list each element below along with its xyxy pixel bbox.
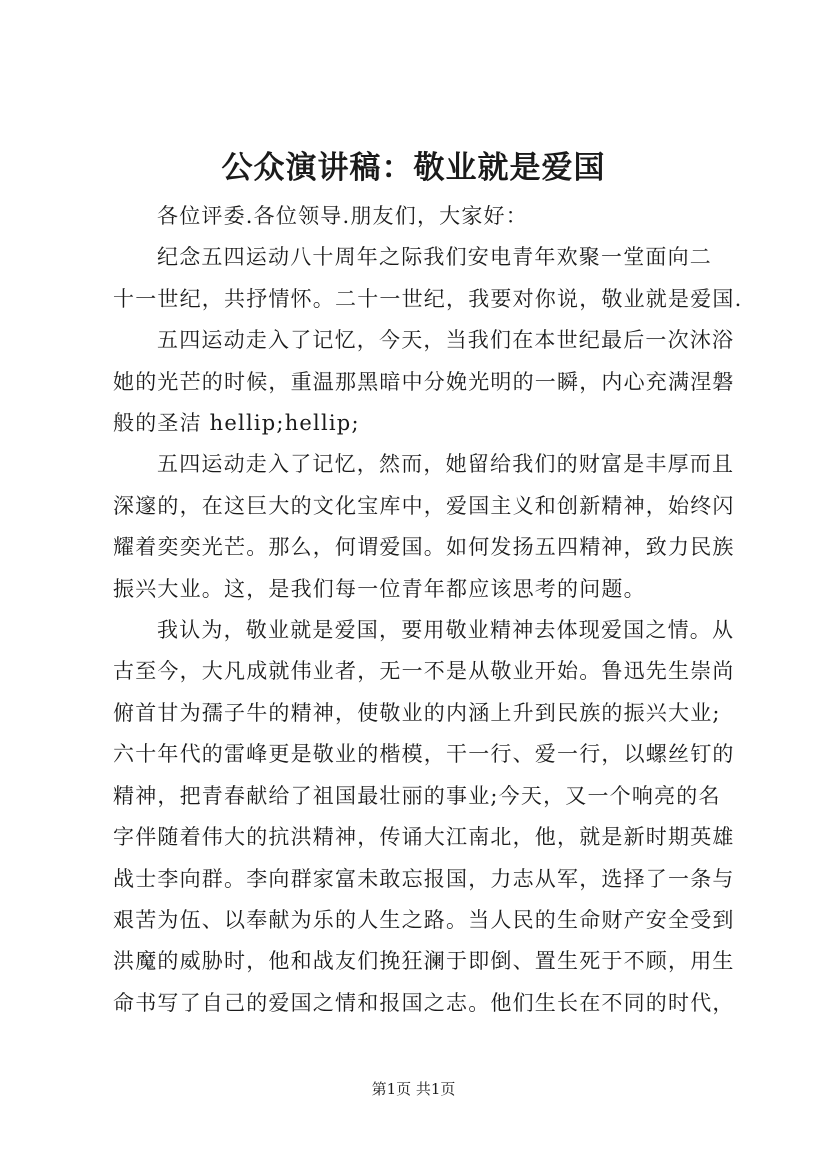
text-line: 五四运动走入了记忆，然而，她留给我们的财富是丰厚而且 (157, 452, 735, 477)
text-line: 洪魔的威胁时，他和战友们挽狂澜于即倒、置生死于不顾，用生 (113, 949, 735, 974)
text-line: 耀着奕奕光芒。那么，何谓爱国。如何发扬五四精神，致力民族 (113, 535, 735, 560)
document-body (113, 196, 743, 1024)
text-line: 艰苦为伍、以奉献为乐的人生之路。当人民的生命财产安全受到 (113, 907, 735, 932)
paragraph-3 (113, 444, 735, 610)
text-line: 古至今，大凡成就伟业者，无一不是从敬业开始。鲁迅先生崇尚 (113, 659, 735, 684)
paragraph-2 (113, 320, 735, 444)
text-line: 深邃的，在这巨大的文化宝库中，爱国主义和创新精神，始终闪 (113, 493, 735, 518)
text-line: 五四运动走入了记忆，今天，当我们在本世纪最后一次沐浴 (157, 328, 735, 353)
text-line: 六十年代的雷峰更是敬业的楷模，干一行、爱一行，以螺丝钉的 (113, 742, 735, 767)
text-line: 纪念五四运动八十周年之际我们安电青年欢聚一堂面向二 (157, 245, 712, 270)
text-line: 命书写了自己的爱国之情和报国之志。他们生长在不同的时代， (113, 990, 735, 1015)
text-line: 般的圣洁 hellip;hellip; (113, 411, 360, 436)
paragraph-greeting (113, 196, 735, 237)
paragraph-4 (113, 610, 735, 1024)
text-line: 她的光芒的时候，重温那黑暗中分娩光明的一瞬，内心充满涅磐 (113, 369, 735, 394)
text-line: 振兴大业。这，是我们每一位青年都应该思考的问题。 (113, 576, 646, 601)
text-line: 各位评委.各位领导.朋友们，大家好： (157, 204, 528, 228)
text-line: 精神，把青春献给了祖国最壮丽的事业;今天，又一个响亮的名 (113, 783, 721, 808)
text-line: 字伴随着伟大的抗洪精神，传诵大江南北，他，就是新时期英雄 (113, 825, 735, 850)
paragraph-1 (113, 237, 743, 320)
document-title: 公众演讲稿：敬业就是爱国 (221, 150, 606, 186)
text-line: 俯首甘为孺子牛的精神，使敬业的内涵上升到民族的振兴大业; (113, 700, 721, 725)
text-line: 战士李向群。李向群家富未敢忘报国，力志从军，选择了一条与 (113, 866, 735, 891)
page-footer: 第1页 共1页 (371, 1080, 456, 1098)
text-line: 十一世纪，共抒情怀。二十一世纪，我要对你说，敬业就是爱国. (113, 286, 743, 311)
text-line: 我认为，敬业就是爱国，要用敬业精神去体现爱国之情。从 (157, 618, 735, 643)
